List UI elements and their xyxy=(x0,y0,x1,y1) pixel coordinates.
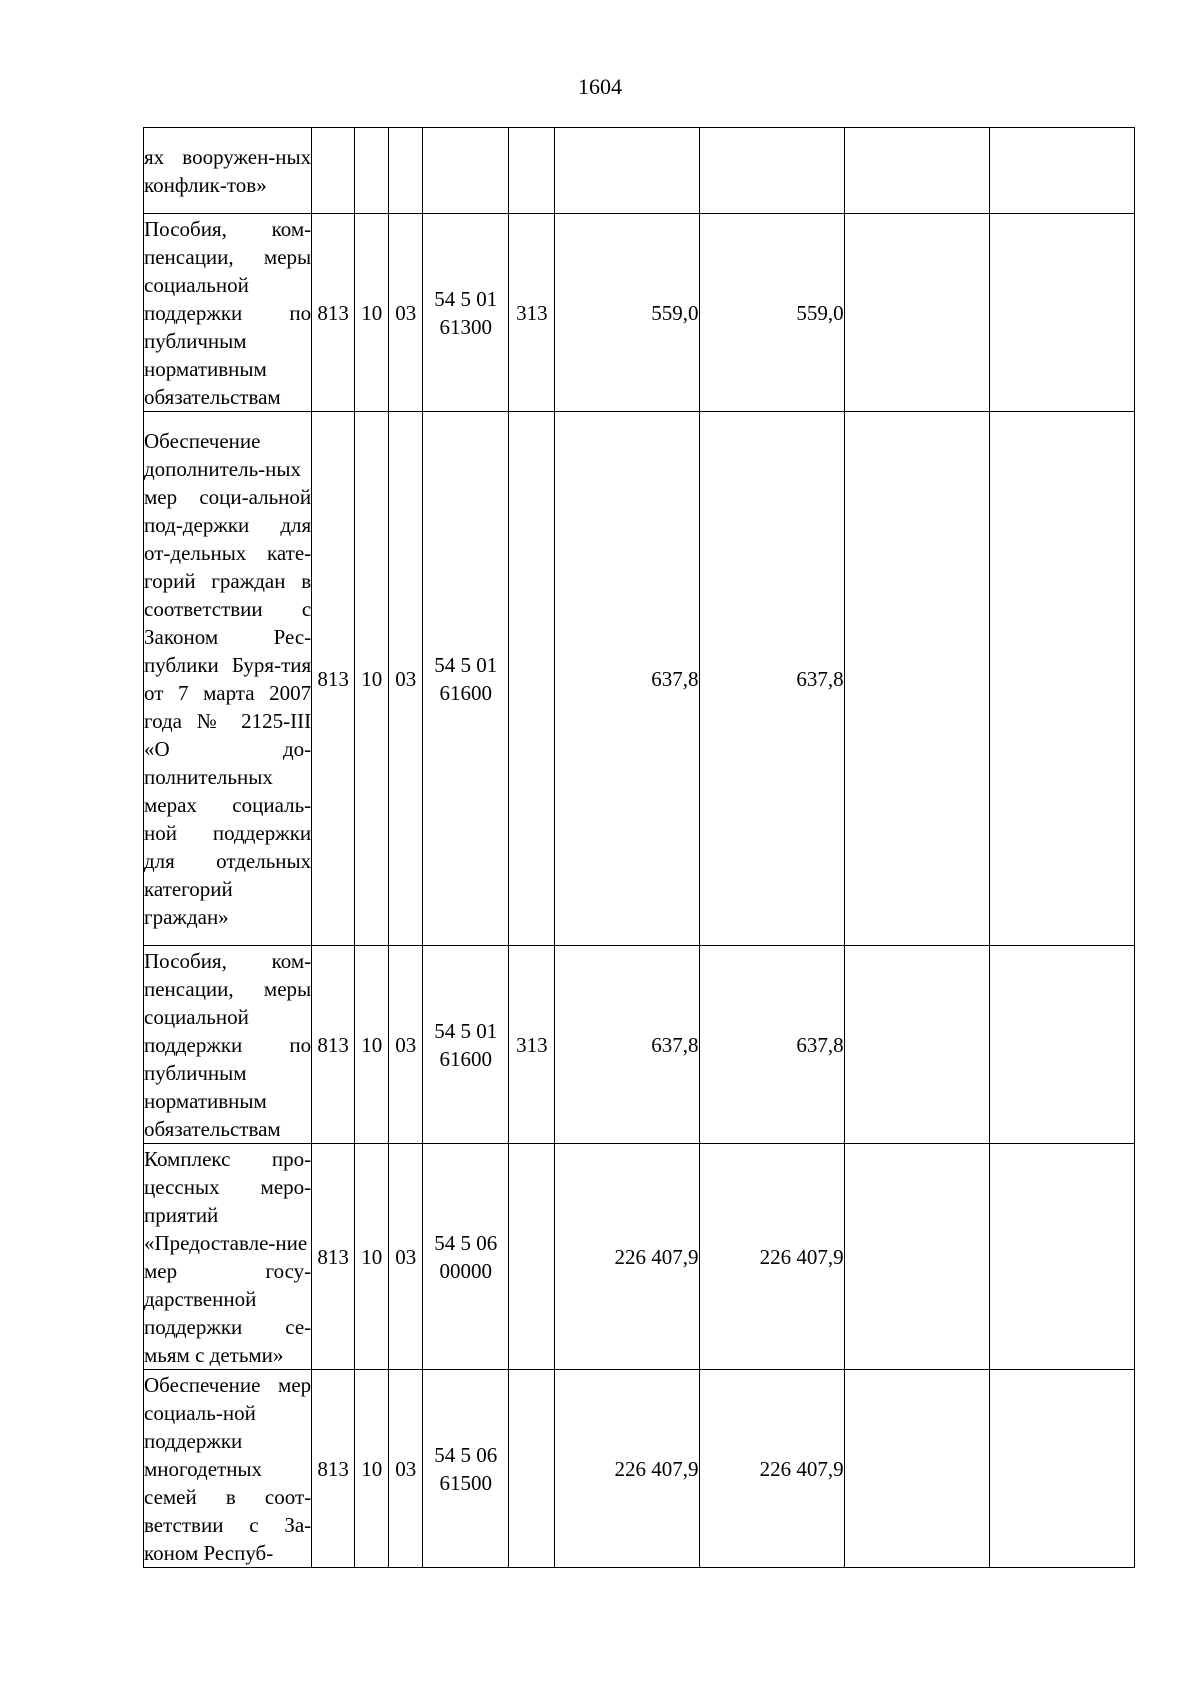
amount-3 xyxy=(844,946,989,1144)
amount-3 xyxy=(844,128,989,214)
amount-4 xyxy=(989,412,1134,946)
target-article-code xyxy=(423,412,509,946)
page-number: 1604 xyxy=(578,74,622,99)
amount-3 xyxy=(844,1370,989,1568)
amount-2 xyxy=(699,128,844,214)
amount-4 xyxy=(989,1370,1134,1568)
row-name: ях вооружен-ных конфлик-тов» xyxy=(144,128,312,214)
amount-1: 637,8 xyxy=(555,412,699,946)
expense-type-code: 313 xyxy=(509,214,555,412)
target-article-code xyxy=(423,1144,509,1370)
target-article-line2: 00000 xyxy=(439,1258,493,1283)
subsection-code xyxy=(389,128,423,214)
subsection-code: 03 xyxy=(389,1144,423,1370)
row-name: Пособия, ком-пенсации, меры социальной поддержки по публичным нормативным обязательствам xyxy=(144,214,312,412)
row-name: Обеспечение дополнитель-ных мер соци-альной под-держки для от-дельных кате-горий граждан в соответствии с Законом Рес-публики Буря-тия от 7 марта 2007 года № 2125-III «О до-полнительных мерах социаль-ной поддержки для отдельных категорий граждан» xyxy=(144,412,312,946)
target-article-line2: 61500 xyxy=(439,1470,493,1495)
amount-4 xyxy=(989,128,1134,214)
ministry-code: 813 xyxy=(312,214,355,412)
budget-table xyxy=(143,127,1135,1568)
target-article-line2: 61600 xyxy=(439,1046,493,1071)
expense-type-code: 313 xyxy=(509,946,555,1144)
expense-type-code xyxy=(509,412,555,946)
section-code: 10 xyxy=(355,412,389,946)
target-article-line1: 54 5 06 xyxy=(434,1230,498,1255)
target-article-line2: 61300 xyxy=(439,314,493,339)
ministry-code xyxy=(312,128,355,214)
table-row xyxy=(144,1370,1135,1568)
target-article-code xyxy=(423,1370,509,1568)
amount-2: 226 407,9 xyxy=(699,1370,844,1568)
section-code: 10 xyxy=(355,946,389,1144)
subsection-code: 03 xyxy=(389,214,423,412)
section-code: 10 xyxy=(355,214,389,412)
row-name: Пособия, ком-пенсации, меры социальной поддержки по публичным нормативным обязательствам xyxy=(144,946,312,1144)
ministry-code: 813 xyxy=(312,1370,355,1568)
amount-3 xyxy=(844,1144,989,1370)
ministry-code: 813 xyxy=(312,1144,355,1370)
amount-3 xyxy=(844,412,989,946)
table-row xyxy=(144,1144,1135,1370)
target-article-code xyxy=(423,128,509,214)
section-code: 10 xyxy=(355,1144,389,1370)
amount-1: 559,0 xyxy=(555,214,699,412)
expense-type-code xyxy=(509,1370,555,1568)
ministry-code: 813 xyxy=(312,946,355,1144)
table-row xyxy=(144,412,1135,946)
table-row xyxy=(144,128,1135,214)
target-article-line1: 54 5 01 xyxy=(434,1018,498,1043)
expense-type-code xyxy=(509,1144,555,1370)
table-row xyxy=(144,946,1135,1144)
row-name: Обеспечение мер социаль-ной поддержки многодетных семей в соот-ветствии с За-коном Респуб- xyxy=(144,1370,312,1568)
target-article-line1: 54 5 06 xyxy=(434,1442,498,1467)
target-article-code xyxy=(423,214,509,412)
amount-2: 559,0 xyxy=(699,214,844,412)
amount-2: 226 407,9 xyxy=(699,1144,844,1370)
amount-2: 637,8 xyxy=(699,412,844,946)
subsection-code: 03 xyxy=(389,946,423,1144)
amount-4 xyxy=(989,1144,1134,1370)
section-code: 10 xyxy=(355,1370,389,1568)
amount-3 xyxy=(844,214,989,412)
amount-4 xyxy=(989,214,1134,412)
subsection-code: 03 xyxy=(389,1370,423,1568)
section-code xyxy=(355,128,389,214)
amount-1: 226 407,9 xyxy=(555,1144,699,1370)
amount-1: 637,8 xyxy=(555,946,699,1144)
amount-4 xyxy=(989,946,1134,1144)
subsection-code: 03 xyxy=(389,412,423,946)
target-article-code xyxy=(423,946,509,1144)
amount-1 xyxy=(555,128,699,214)
target-article-line1: 54 5 01 xyxy=(434,286,498,311)
target-article-line2: 61600 xyxy=(439,680,493,705)
table-row xyxy=(144,214,1135,412)
expense-type-code xyxy=(509,128,555,214)
target-article-line1: 54 5 01 xyxy=(434,652,498,677)
ministry-code: 813 xyxy=(312,412,355,946)
row-name: Комплекс про-цессных меро-приятий «Предоставле-ние мер госу-дарственной поддержки се-мьям с детьми» xyxy=(144,1144,312,1370)
amount-2: 637,8 xyxy=(699,946,844,1144)
amount-1: 226 407,9 xyxy=(555,1370,699,1568)
